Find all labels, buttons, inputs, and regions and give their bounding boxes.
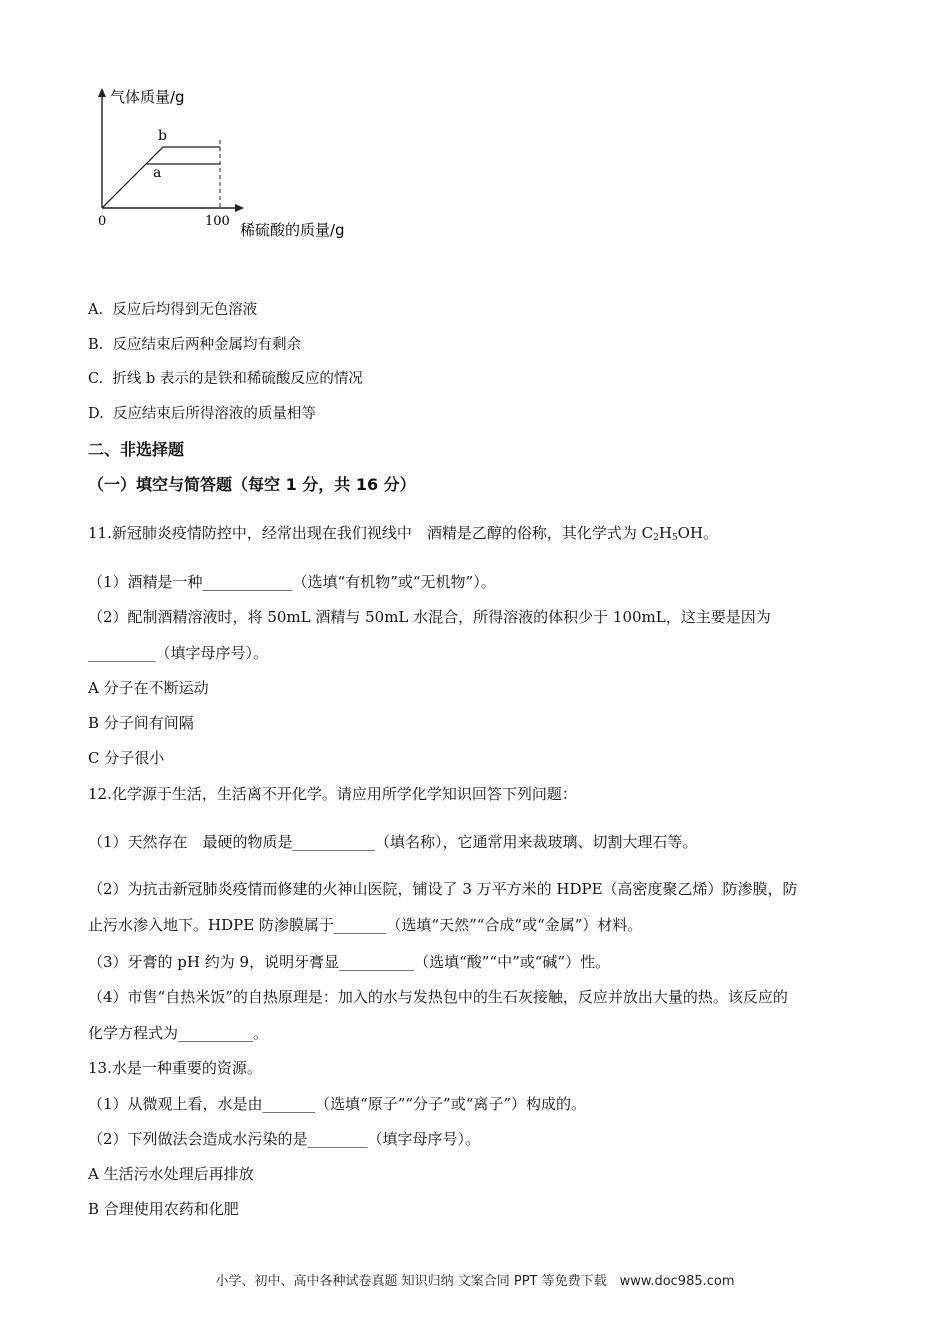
q13-choice-a: A 生活污水处理后再排放	[88, 1165, 254, 1183]
q12-part-3: （3）牙膏的 pH 约为 9，说明牙膏显__________（选填“酸”“中”或“碱”）性。	[88, 953, 611, 971]
line-a-label: a	[153, 165, 162, 181]
q13-choice-b: B 合理使用农药和化肥	[88, 1200, 239, 1218]
option-text: 反应结束后所得溶液的质量相等	[112, 406, 316, 422]
x-tick-100: 100	[205, 214, 230, 229]
option-text: 反应结束后两种金属均有剩余	[112, 337, 301, 353]
q13-stem: 13.水是一种重要的资源。	[88, 1059, 262, 1077]
subsection-title: （一）填空与简答题（每空 1 分，共 16 分）	[88, 475, 416, 494]
option-text: 折线 b 表示的是铁和稀硫酸反应的情况	[112, 371, 363, 387]
q11-part-1: （1）酒精是一种____________（选填“有机物”或“无机物”）。	[88, 573, 496, 591]
q11-choice-a: A 分子在不断运动	[88, 679, 209, 697]
option-b	[88, 335, 301, 355]
y-axis-label: 气体质量/g	[110, 88, 185, 106]
option-d	[88, 404, 316, 424]
option-a	[88, 300, 257, 320]
q11-part-2: （2）配制酒精溶液时，将 50mL 酒精与 50mL 水混合，所得溶液的体积少于 100mL，这主要是因为	[88, 608, 771, 626]
q11-stem: 11.新冠肺炎疫情防控中，经常出现在我们视线中 酒精是乙醇的俗称，其化学式为 $C_2H_5OH$。	[88, 524, 719, 543]
option-letter: C.	[88, 371, 104, 387]
q11-part-2-cont: _________（填字母序号）。	[88, 644, 269, 662]
q12-part-1: （1）天然存在 最硬的物质是___________（填名称），它通常用来裁玻璃、切割大理石等。	[88, 833, 698, 851]
graph-svg	[88, 80, 388, 250]
line-b-label: b	[158, 128, 167, 144]
origin-label: 0	[98, 214, 107, 229]
q11-choice-b: B 分子间有间隔	[88, 714, 194, 732]
page-footer: 小学、初中、高中各种试卷真题 知识归纳 文案合同 PPT 等免费下载 www.doc985.com	[215, 1274, 735, 1289]
option-letter: B.	[88, 337, 104, 353]
q12-part-4: （4）市售“自热米饭”的自热原理是：加入的水与发热包中的生石灰接触，反应并放出大量的热。该反应的	[88, 988, 788, 1006]
q13-part-1: （1）从微观上看，水是由_______（选填“原子”“分子”或“离子”）构成的。	[88, 1095, 587, 1113]
option-c	[88, 369, 363, 389]
x-axis-arrow	[235, 204, 244, 212]
x-axis-label: 稀硫酸的质量/g	[240, 221, 345, 239]
q12-stem: 12.化学源于生活，生活离不开化学。请应用所学化学知识回答下列问题：	[88, 785, 577, 803]
q12-part-2: （2）为抗击新冠肺炎疫情而修建的火神山医院，铺设了 3 万平方米的 HDPE（高密度聚乙烯）防渗膜，防	[88, 880, 798, 898]
option-letter: A.	[88, 302, 104, 318]
q13-part-2: （2）下列做法会造成水污染的是________（填字母序号）。	[88, 1130, 481, 1148]
option-text: 反应后均得到无色溶液	[112, 302, 258, 318]
y-axis-arrow	[98, 88, 106, 97]
q11-choice-c: C 分子很小	[88, 749, 165, 767]
gas-mass-graph	[88, 80, 388, 250]
q12-part-4-cont: 化学方程式为__________。	[88, 1024, 269, 1042]
q12-part-2-cont: 止污水渗入地下。HDPE 防渗膜属于_______（选填“天然”“合成”或“金属”）材料。	[88, 916, 643, 934]
section-title: 二、非选择题	[88, 440, 185, 459]
option-letter: D.	[88, 406, 104, 422]
